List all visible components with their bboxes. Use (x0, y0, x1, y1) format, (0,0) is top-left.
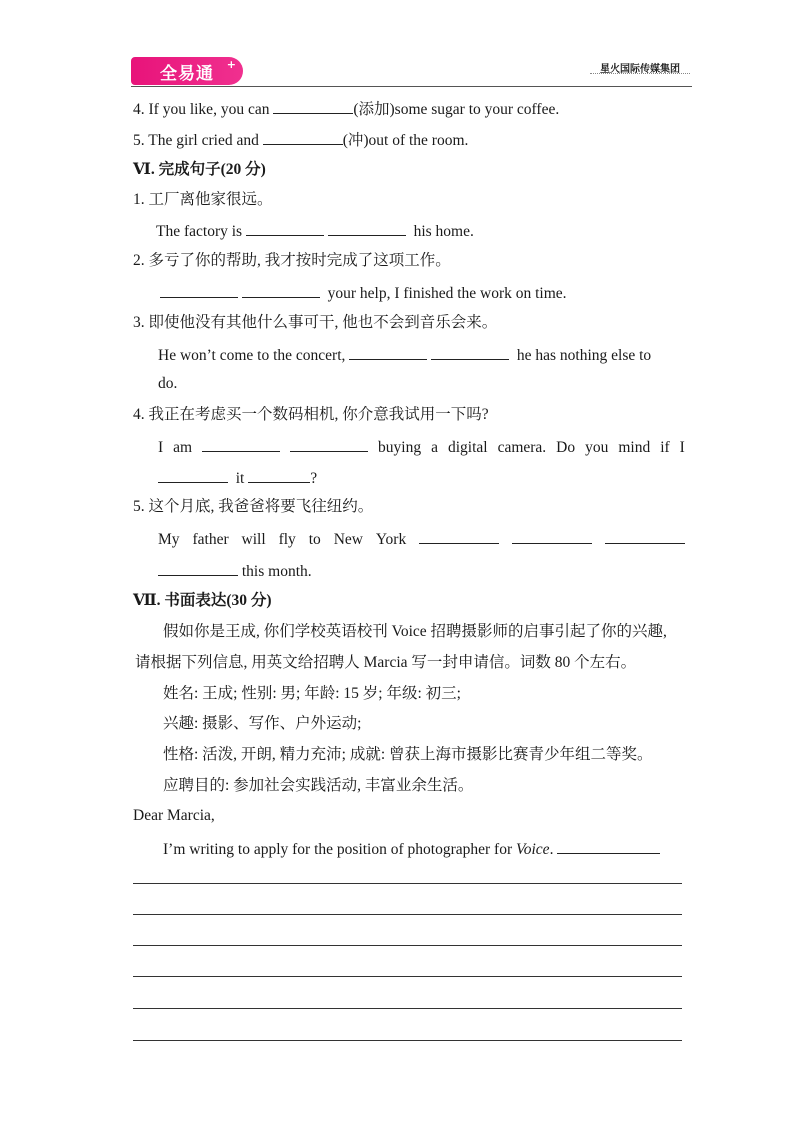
q4-word: am (173, 439, 193, 456)
letter-opening (163, 838, 660, 860)
opening-end: . (549, 841, 554, 858)
q1-chinese: 1. 工厂离他家很远。 (133, 191, 273, 208)
q5-word: New (333, 531, 363, 548)
info-interests: 兴趣: 摄影、写作、户外运动; (163, 715, 362, 732)
logo-text: 全易通 (160, 63, 214, 84)
writing-line[interactable] (133, 914, 682, 915)
q5-word: will (241, 531, 266, 548)
exercise-item-5 (133, 129, 468, 151)
q3-chinese: 3. 即使他没有其他什么事可干, 他也不会到音乐会来。 (133, 314, 498, 331)
item4-before: 4. If you like, you can (133, 101, 274, 118)
q1-prefix: The factory is (156, 223, 243, 240)
exercise-item-4 (133, 98, 559, 120)
item5-before: 5. The girl cried and (133, 132, 263, 149)
writing-line[interactable] (133, 1008, 682, 1009)
writing-line[interactable] (133, 883, 682, 884)
q1-english (156, 220, 474, 242)
q3-prefix: He won’t come to the concert, (158, 347, 346, 364)
writing-line[interactable] (133, 1040, 682, 1041)
q1-suffix: his home. (413, 223, 474, 240)
answer-blank[interactable] (242, 282, 320, 298)
prompt-intro-line1: 假如你是王成, 你们学校英语校刊 Voice 招聘摄影师的启事引起了你的兴趣, (163, 623, 667, 640)
prompt-intro-line2: 请根据下列信息, 用英文给招聘人 Marcia 写一封申请信。词数 80 个左右。 (135, 654, 637, 671)
info-purpose: 应聘目的: 参加社会实践活动, 丰富业余生活。 (163, 777, 474, 794)
header-divider (131, 86, 692, 87)
item5-after: out of the room. (368, 132, 469, 149)
q4-word: it (235, 470, 245, 487)
logo-star-icon: + (226, 58, 237, 71)
answer-blank[interactable] (349, 344, 427, 360)
letter-greeting: Dear Marcia, (133, 807, 215, 824)
answer-blank[interactable] (557, 838, 660, 854)
writing-line[interactable] (133, 976, 682, 977)
item5-hint: (冲) (342, 132, 369, 149)
publisher-subline (590, 73, 690, 76)
q4-chinese: 4. 我正在考虑买一个数码相机, 你介意我试用一下吗? (133, 406, 489, 423)
q4-word: buying (378, 439, 422, 456)
answer-blank[interactable] (419, 528, 499, 544)
q4-word: you (585, 439, 609, 456)
section-7-title: Ⅶ. 书面表达(30 分) (133, 592, 272, 609)
opening-italic: Voice (515, 841, 550, 858)
page-header (0, 0, 800, 90)
q4-word: Do (556, 439, 576, 456)
answer-blank[interactable] (512, 528, 592, 544)
q4-word: camera. (497, 439, 547, 456)
q5-word: fly (278, 531, 296, 548)
q2-english (160, 282, 567, 304)
q3-english-end: do. (158, 375, 178, 392)
q5-word: My (158, 531, 180, 548)
q3-suffix: he has nothing else to (516, 347, 652, 364)
answer-blank[interactable] (328, 220, 406, 236)
answer-blank[interactable] (263, 129, 343, 145)
answer-blank[interactable] (160, 282, 238, 298)
q4-word: if (660, 439, 670, 456)
q4-end: ? (310, 470, 318, 487)
q2-suffix: your help, I finished the work on time. (327, 285, 567, 302)
section-6-title: Ⅵ. 完成句子(20 分) (133, 161, 266, 178)
item4-hint: (添加) (353, 101, 395, 118)
answer-blank[interactable] (605, 528, 685, 544)
q2-chinese: 2. 多亏了你的帮助, 我才按时完成了这项工作。 (133, 252, 451, 269)
q5-english-line2 (158, 560, 312, 582)
info-basic: 姓名: 王成; 性别: 男; 年龄: 15 岁; 年级: 初三; (163, 685, 461, 702)
answer-blank[interactable] (158, 560, 238, 576)
writing-line[interactable] (133, 945, 682, 946)
brand-logo (131, 57, 243, 85)
q5-chinese: 5. 这个月底, 我爸爸将要飞往纽约。 (133, 498, 374, 515)
q4-word: I (158, 439, 164, 456)
answer-blank[interactable] (273, 98, 353, 114)
answer-blank[interactable] (158, 467, 228, 483)
q4-english (158, 436, 685, 458)
q4-word: a (431, 439, 438, 456)
info-personality: 性格: 活泼, 开朗, 精力充沛; 成就: 曾获上海市摄影比赛青少年组二等奖。 (163, 746, 653, 763)
q5-word: to (308, 531, 321, 548)
opening-text: I’m writing to apply for the position of photographer for (163, 841, 516, 858)
publisher-name: 星火国际传媒集团 (600, 64, 680, 75)
q3-english (158, 344, 651, 366)
answer-blank[interactable] (290, 436, 368, 452)
answer-blank[interactable] (202, 436, 280, 452)
answer-blank[interactable] (246, 220, 324, 236)
q4-english-line2 (158, 467, 317, 489)
q4-word: digital (447, 439, 488, 456)
q4-word: I (679, 439, 685, 456)
answer-blank[interactable] (431, 344, 509, 360)
q5-end: this month. (241, 563, 312, 580)
answer-blank[interactable] (248, 467, 310, 483)
q5-word: York (375, 531, 407, 548)
q5-word: father (192, 531, 229, 548)
q5-english (158, 528, 685, 550)
q4-word: mind (618, 439, 651, 456)
item4-after: some sugar to your coffee. (394, 101, 560, 118)
